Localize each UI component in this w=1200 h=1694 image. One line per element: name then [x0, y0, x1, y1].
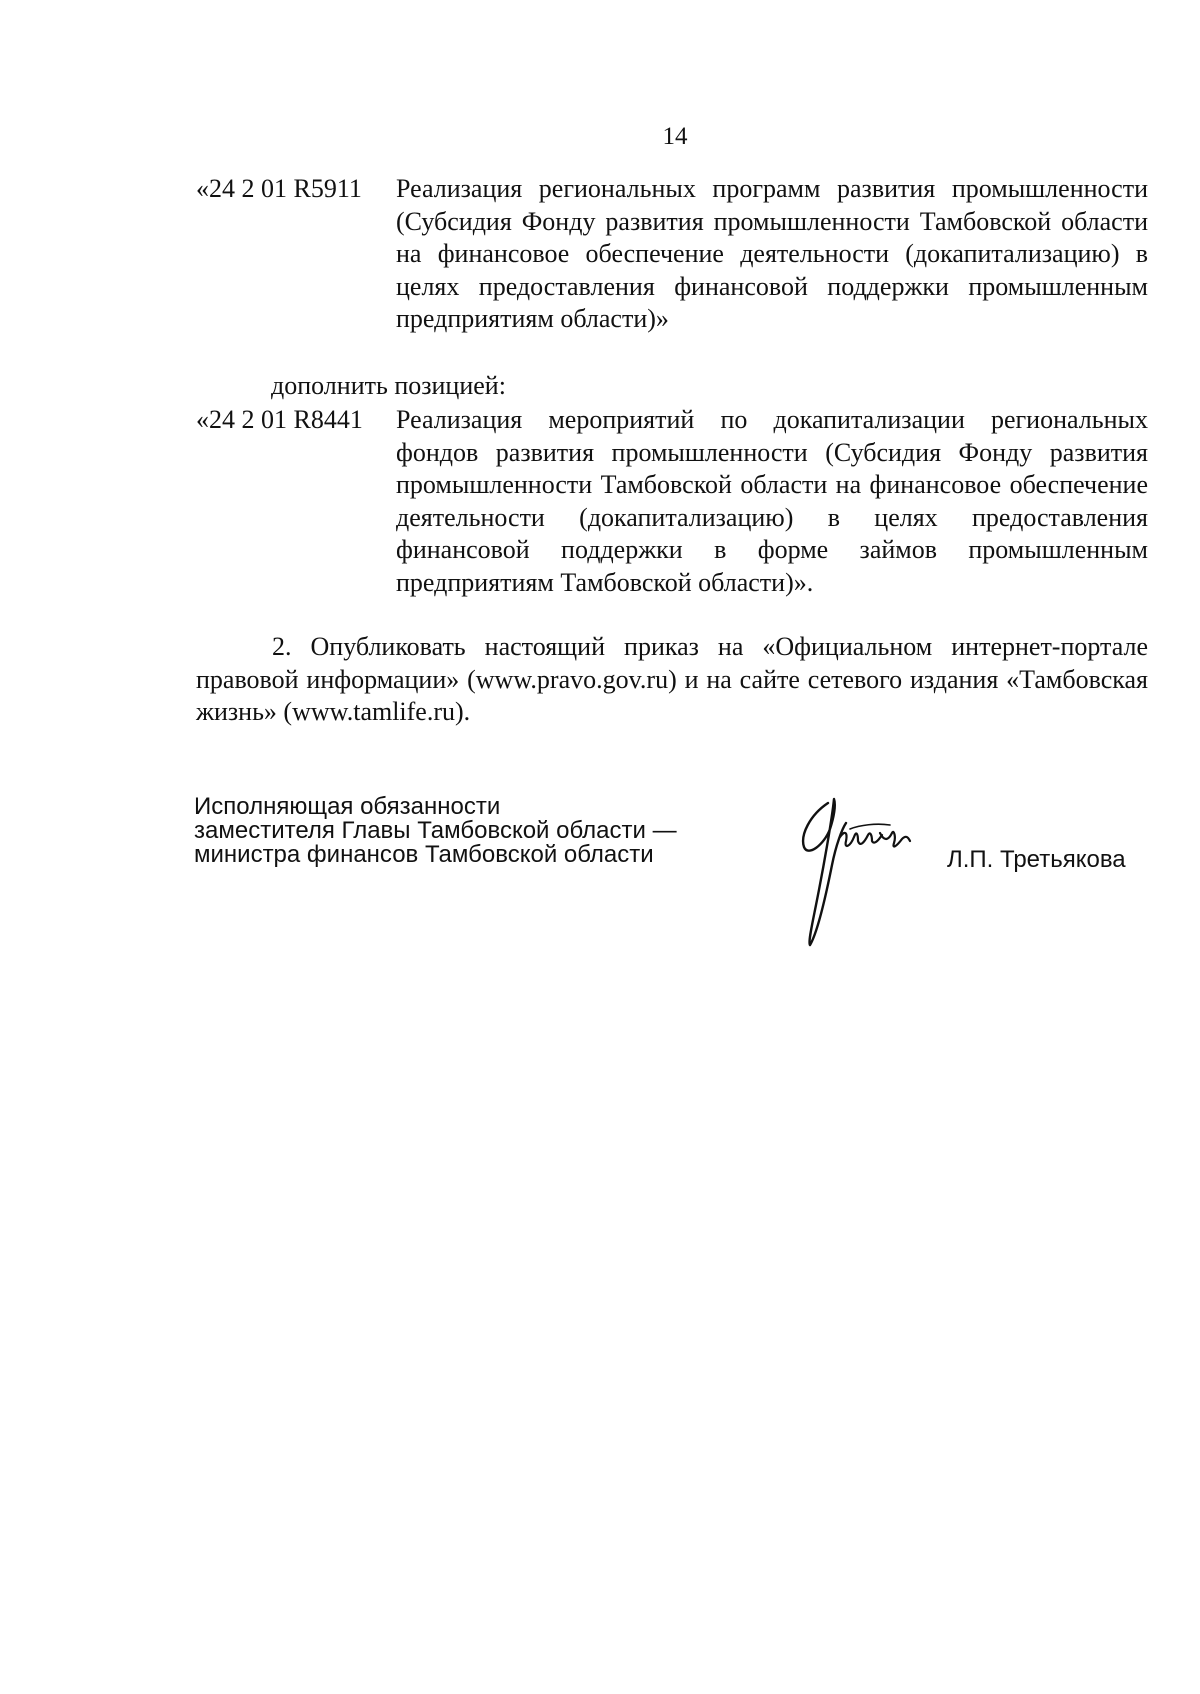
signatory-title-line: министра финансов Тамбовской области [194, 841, 654, 868]
signatory-title-line: заместителя Главы Тамбовской области — [194, 817, 677, 844]
budget-code: «24 2 01 R8441 [196, 405, 363, 434]
budget-code-entry [196, 404, 1148, 600]
publication-paragraph: 2. Опубликовать настоящий приказ на «Официальном интернет-портале правовой информации» (www.pravo.gov.ru) и на сайте сетевого издания «Тамбовская жизнь» (www.tamlife.ru). [196, 632, 1148, 727]
handwritten-signature [780, 785, 920, 950]
budget-code-description: Реализация региональных программ развития промышленности (Субсидия Фонду развития промышленности Тамбовской области на финансовое обеспечение деятельности (докапитализацию) в целях предоставления финансовой поддержки промышленным предприятиям области)» [396, 174, 1148, 334]
signatory-title [194, 795, 677, 867]
budget-code: «24 2 01 R5911 [196, 174, 362, 203]
add-position-label: дополнить позицией: [271, 371, 506, 400]
budget-code-description: Реализация мероприятий по докапитализации региональных фондов развития промышленности (Субсидия Фонду развития промышленности Тамбовской области на финансовое обеспечение деятельности (докапитализацию) в целях предоставления финансовой поддержки в форме займов промышленным предприятиям Тамбовской области)». [396, 405, 1148, 597]
page-number: 14 [662, 123, 688, 150]
signatory-title-line: Исполняющая обязанности [194, 793, 501, 820]
budget-code-entry [196, 173, 1148, 336]
signer-name: Л.П. Третьякова [947, 846, 1126, 873]
